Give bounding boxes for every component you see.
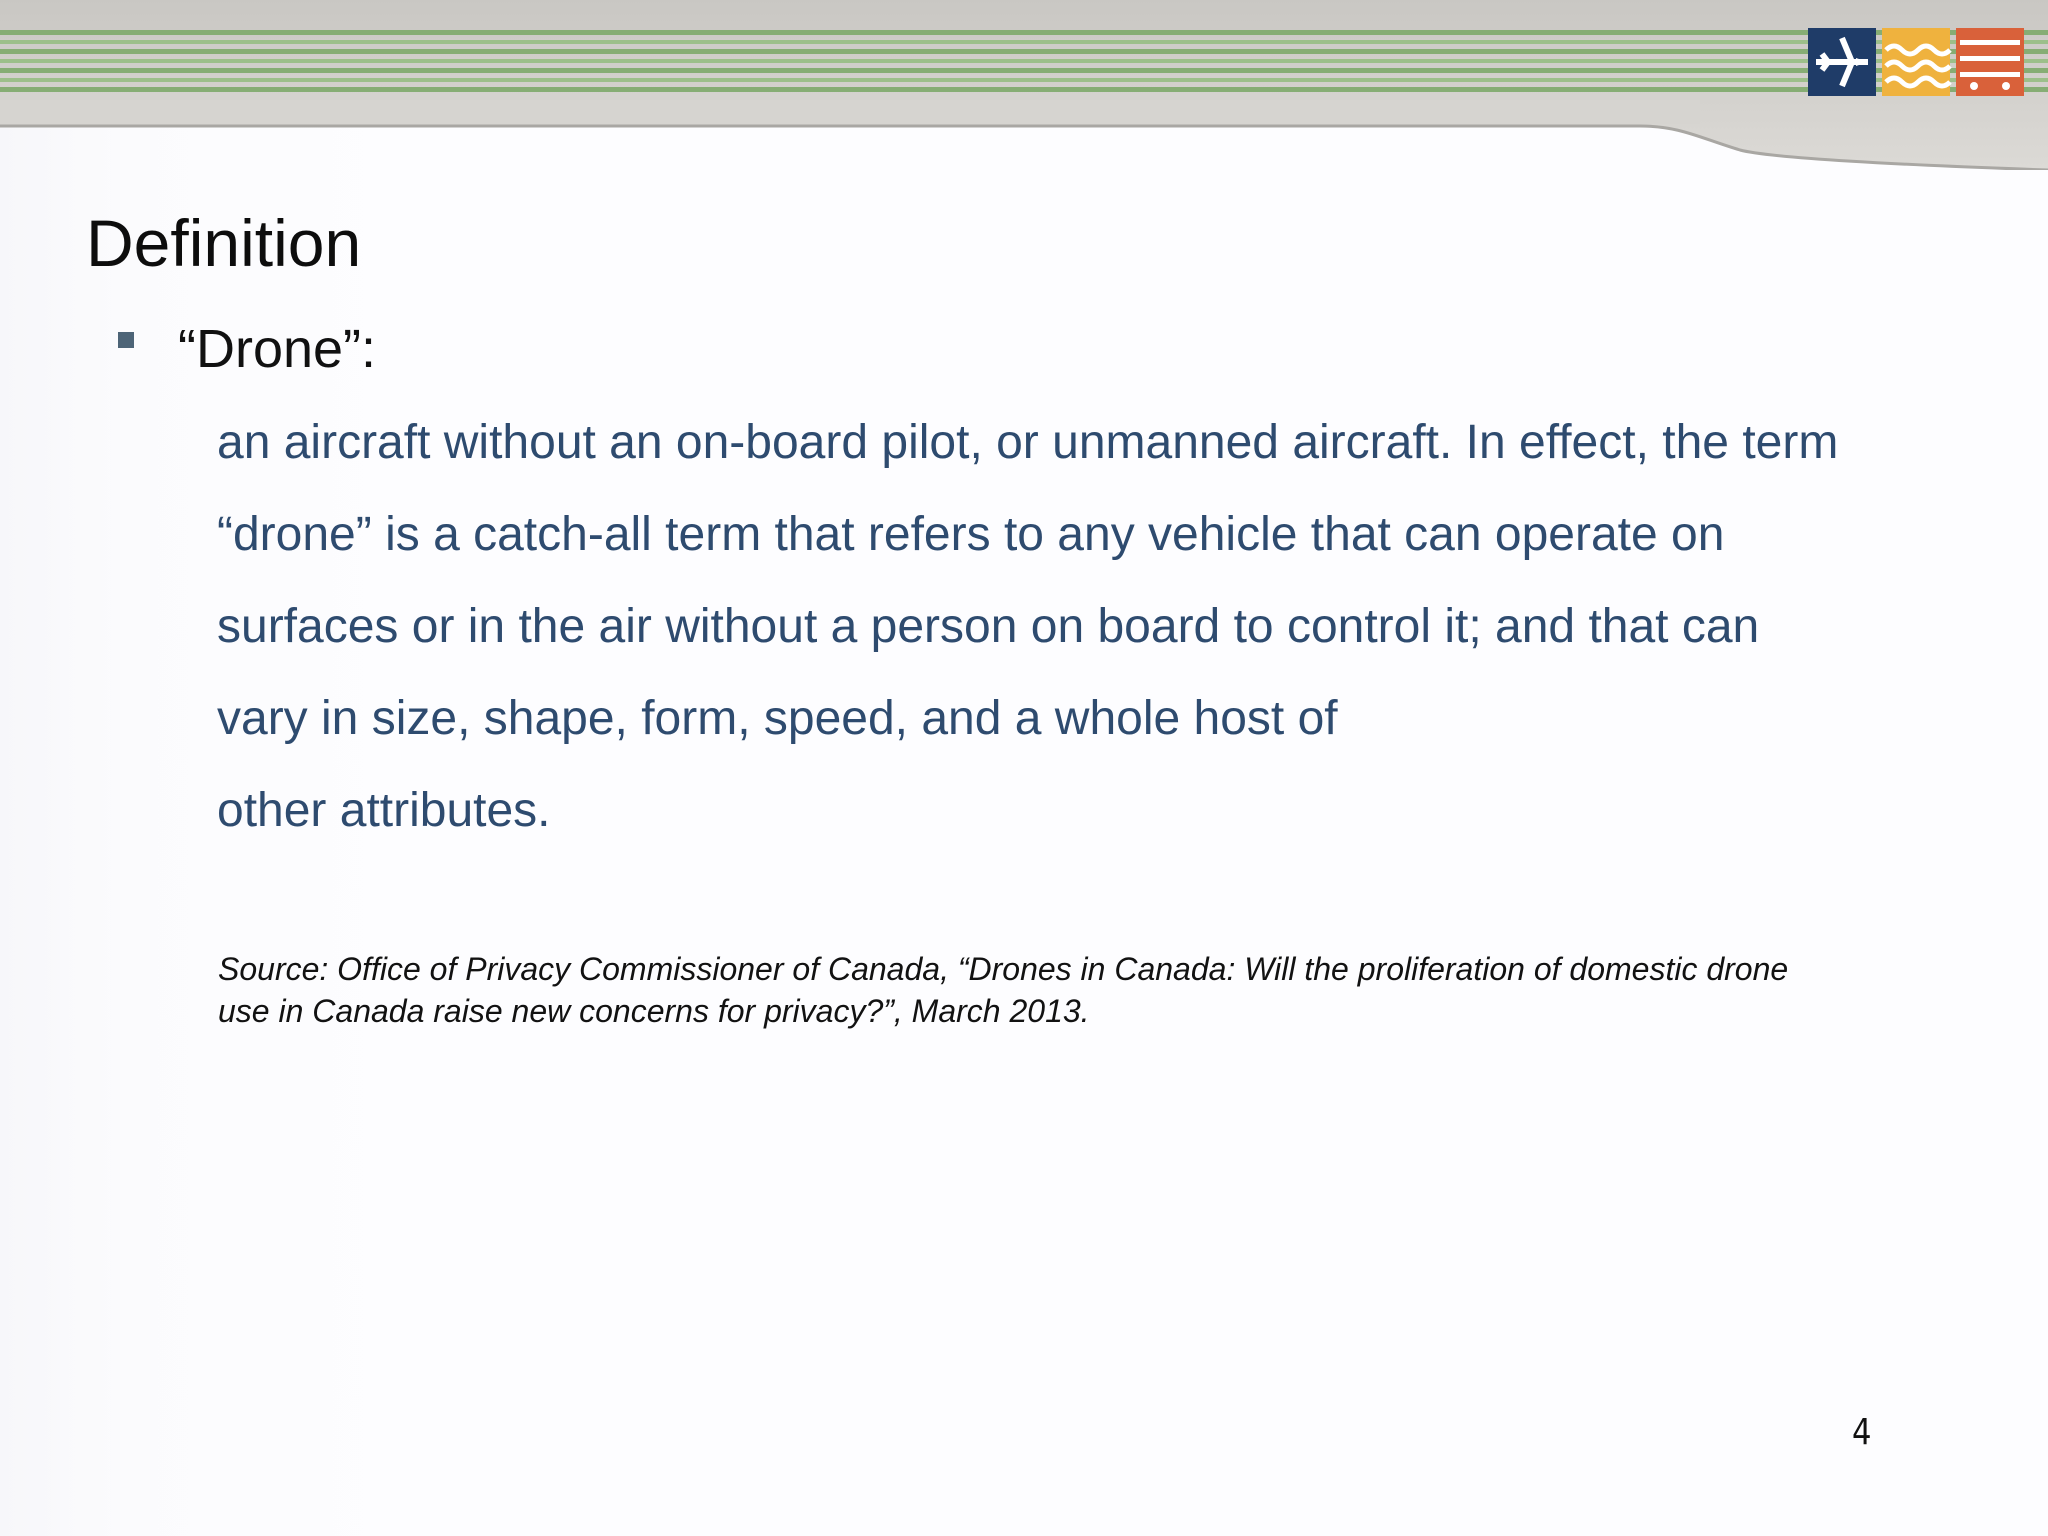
- source-line: Source: Office of Privacy Commissioner of Canada, “Drones in Canada: Will the proliferation of domestic drone: [218, 951, 1789, 987]
- definition-line: an aircraft without an on-board pilot, or unmanned aircraft. In effect, the term: [217, 416, 1839, 469]
- definition-line: surfaces or in the air without a person on board to control it; and that can: [217, 600, 1760, 653]
- transport-logo: [1808, 28, 2048, 98]
- bullet-label: “Drone”:: [178, 319, 377, 379]
- railway-icon: [1956, 28, 2024, 96]
- water-waves-icon: [1882, 28, 1950, 96]
- definition-line: other attributes.: [217, 784, 551, 837]
- source-citation: [218, 948, 1998, 1032]
- page-number: 4: [1852, 1412, 1872, 1453]
- header-band: [0, 0, 2048, 170]
- definition-line: “drone” is a catch-all term that refers to any vehicle that can operate on: [217, 508, 1725, 561]
- airplane-icon: [1808, 28, 1876, 96]
- definition-line: vary in size, shape, form, speed, and a whole host of: [217, 692, 1338, 745]
- square-bullet-icon: [118, 332, 134, 348]
- source-line: use in Canada raise new concerns for privacy?”, March 2013.: [218, 993, 1090, 1029]
- slide-title: Definition: [86, 206, 362, 280]
- definition-text: [217, 406, 1997, 866]
